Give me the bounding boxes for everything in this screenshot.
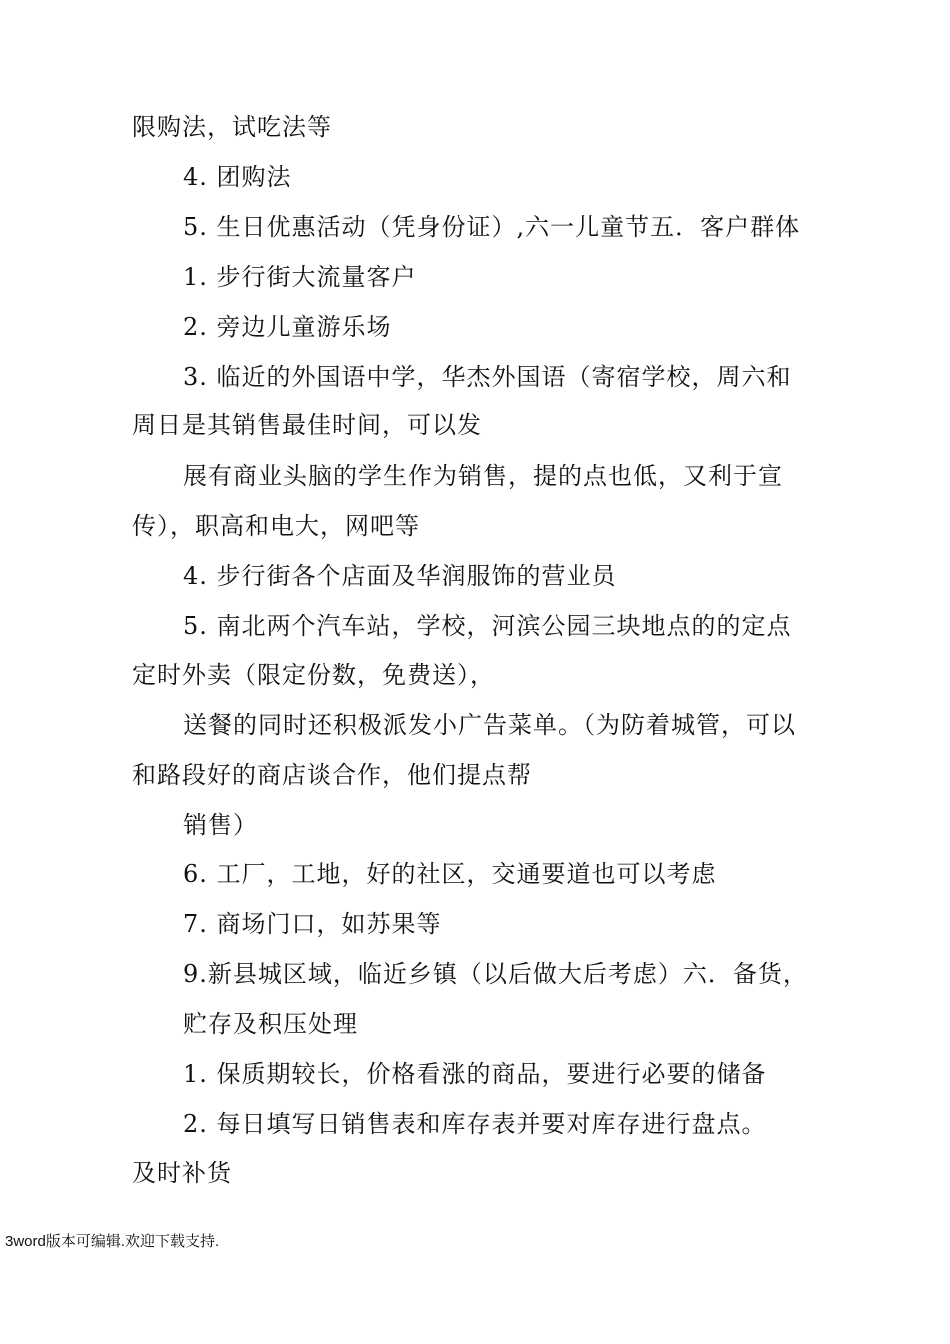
paragraph-line: 传），职高和电大，网吧等 bbox=[132, 512, 420, 540]
paragraph-line: 定时外卖（限定份数，免费送）， bbox=[132, 661, 495, 689]
paragraph-line: 销售） bbox=[183, 811, 258, 839]
list-item: 4. 步行街各个店面及华润服饰的营业员 bbox=[183, 562, 617, 590]
list-item: 5. 生日优惠活动（凭身份证）,六一儿童节五．客户群体 bbox=[183, 213, 801, 241]
list-item: 1. 步行街大流量客户 bbox=[183, 263, 417, 291]
list-item: 1. 保质期较长，价格看涨的商品，要进行必要的储备 bbox=[183, 1060, 767, 1088]
list-item: 2. 每日填写日销售表和库存表并要对库存进行盘点。 bbox=[183, 1110, 767, 1138]
paragraph-line: 周日是其销售最佳时间，可以发 bbox=[132, 411, 482, 439]
page-footer: 3word版本可编辑.欢迎下载支持. bbox=[5, 1233, 220, 1250]
list-item: 9.新县城区域，临近乡镇（以后做大后考虑）六．备货， bbox=[183, 960, 808, 988]
list-item: 4. 团购法 bbox=[183, 163, 292, 191]
list-item: 7. 商场门口，如苏果等 bbox=[183, 910, 442, 938]
list-item: 3. 临近的外国语中学，华杰外国语（寄宿学校，周六和 bbox=[183, 363, 792, 391]
list-item: 6. 工厂，工地，好的社区，交通要道也可以考虑 bbox=[183, 860, 717, 888]
paragraph-line: 展有商业头脑的学生作为销售，提的点也低，又利于宣 bbox=[183, 462, 783, 490]
paragraph-line: 及时补货 bbox=[132, 1159, 232, 1187]
paragraph-line: 和路段好的商店谈合作，他们提点帮 bbox=[132, 761, 532, 789]
list-item: 5. 南北两个汽车站，学校，河滨公园三块地点的的定点 bbox=[183, 612, 792, 640]
paragraph-line: 送餐的同时还积极派发小广告菜单。（为防着城管，可以 bbox=[183, 711, 796, 739]
paragraph-line: 限购法，试吃法等 bbox=[132, 113, 332, 141]
paragraph-line: 贮存及积压处理 bbox=[183, 1010, 358, 1038]
list-item: 2. 旁边儿童游乐场 bbox=[183, 313, 392, 341]
